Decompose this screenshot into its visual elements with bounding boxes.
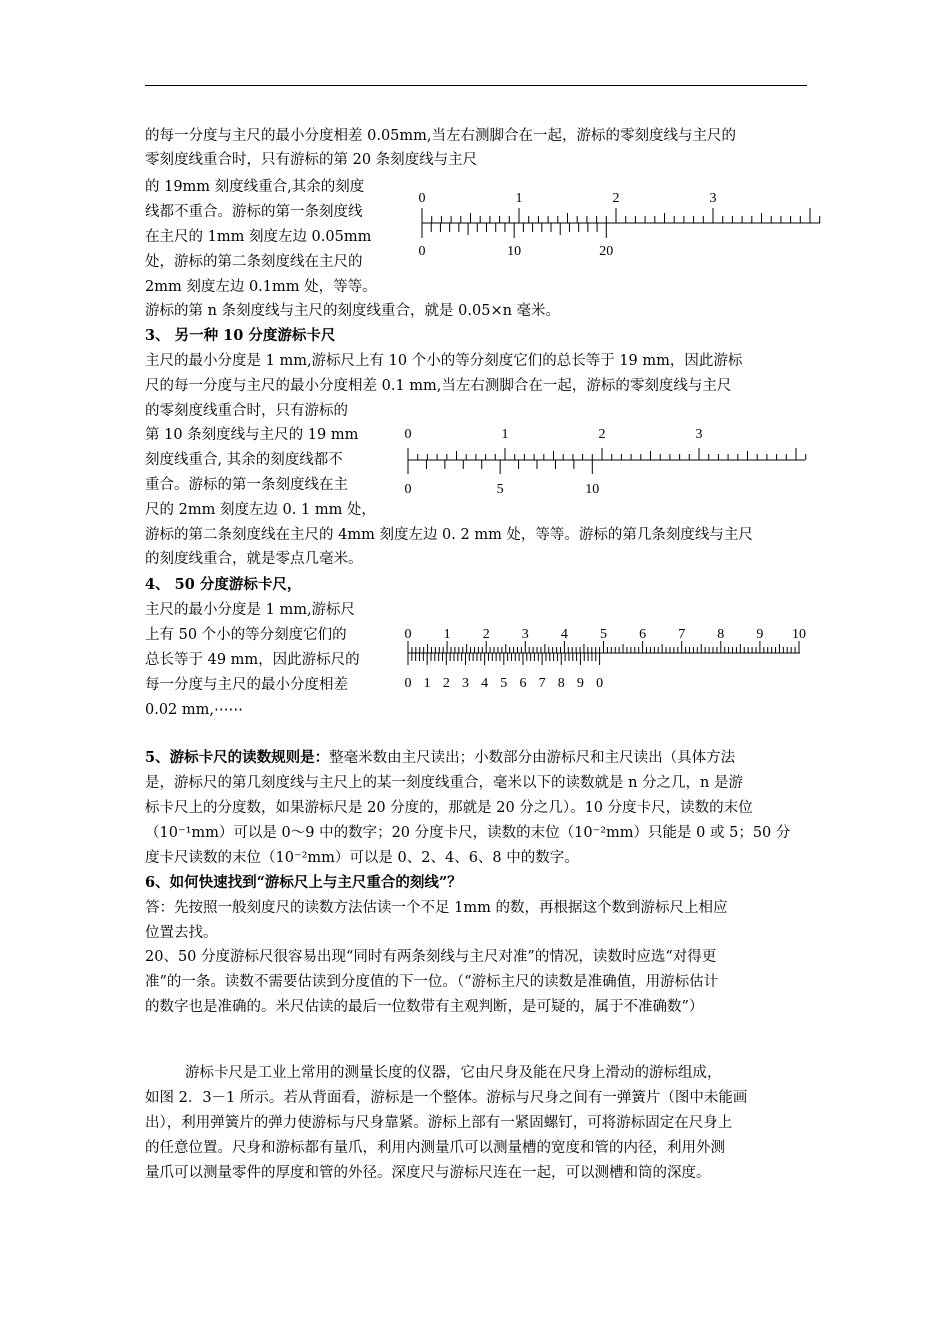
scale-label: 8: [557, 676, 565, 691]
text-line: 刻度线重合, 其余的刻度线都不: [145, 452, 343, 468]
text-line: 是，游标尺的第几刻度线与主尺上的某一刻度线重合，毫米以下的读数就是 n 分之几，n 是游: [145, 775, 744, 791]
scale-label: 3: [709, 191, 717, 206]
scale-label: 9: [756, 627, 764, 642]
text-line: 上有 50 个小的等分刻度它们的: [145, 627, 347, 643]
scale-label: 2: [442, 676, 450, 691]
scale-label: 1: [515, 191, 523, 206]
text-line: 度卡尺读数的末位（10⁻²mm）可以是 0、2、4、6、8 中的数字。: [145, 850, 579, 866]
scale-label: 7: [678, 627, 686, 642]
scale-label: 0: [404, 676, 412, 691]
text-line: 准”的一条。读数不需要估读到分度值的下一位。（“游标主尺的读数是准确值，用游标估计: [145, 974, 719, 990]
scale-label: 4: [560, 627, 568, 642]
text-line: 的数字也是准确的。米尺估读的最后一位数带有主观判断，是可疑的，属于不准确数”）: [145, 999, 704, 1015]
section-heading-4: 4、 50 分度游标卡尺，: [145, 576, 302, 593]
text-line: （10⁻¹mm）可以是 0～9 中的数字；20 分度卡尺，读数的末位（10⁻²mm）只能是 0 或 5；50 分: [145, 825, 791, 841]
scale-label: 3: [695, 427, 703, 442]
scale-label: 1: [501, 427, 509, 442]
text-line: 主尺的最小分度是 1 mm,游标尺: [145, 602, 356, 618]
scale-label: 5: [600, 627, 607, 642]
scale-label: 6: [519, 676, 527, 691]
scale-label: 1: [423, 676, 431, 691]
scale-label: 2: [598, 427, 606, 442]
scale-label: 5: [496, 482, 504, 497]
scale-label: 10: [585, 482, 600, 497]
vernier-20-figure: [405, 180, 825, 270]
text-line: 标卡尺上的分度数，如果游标尺是 20 分度的，那就是 20 分之几）。10 分度卡尺，读数的末位: [145, 800, 753, 816]
text-line: 在主尺的 1mm 刻度左边 0.05mm: [145, 229, 372, 245]
scale-label: 6: [639, 627, 647, 642]
text-line: 零刻度线重合时，只有游标的第 20 条刻度线与主尺: [145, 152, 478, 168]
text-span: 整毫米数由主尺读出；小数部分由游标尺和主尺读出（具体方法: [329, 750, 736, 766]
section-heading-3: 3、 另一种 10 分度游标卡尺: [145, 327, 336, 344]
paragraph-line: 游标卡尺是工业上常用的测量长度的仪器，它由尺身及能在尺身上滑动的游标组成，: [185, 1065, 722, 1081]
scale-label: 3: [461, 676, 469, 691]
scale-label: 9: [576, 676, 584, 691]
text-line: 位置去找。: [145, 925, 218, 941]
vernier-10-figure: [400, 420, 810, 500]
text-line: 的 19mm 刻度线重合,其余的刻度: [145, 179, 365, 195]
scale-label: 0: [404, 482, 412, 497]
paragraph-line: 的任意位置。尺身和游标都有量爪，利用内测量爪可以测量槽的宽度和管的内径，利用外测: [145, 1140, 725, 1156]
text-line: 重合。游标的第一条刻度线在主: [145, 477, 348, 493]
text-line: 尺的每一分度与主尺的最小分度相差 0.1 mm,当左右测脚合在一起，游标的零刻度线与主尺: [145, 378, 732, 394]
scale-label: 0: [418, 191, 426, 206]
text-line: 主尺的最小分度是 1 mm,游标尺上有 10 个小的等分刻度它们的总长等于 19 mm，因此游标: [145, 353, 743, 369]
scale-label: 10: [792, 627, 806, 642]
text-line-rule5: [145, 748, 735, 768]
scale-label: 0: [418, 244, 426, 259]
text-line: 游标的第二条刻度线在主尺的 4mm 刻度左边 0. 2 mm 处，等等。游标的第几条刻度线与主尺: [145, 527, 753, 543]
text-line: 第 10 条刻度线与主尺的 19 mm: [145, 427, 359, 443]
scale-label: 5: [500, 676, 508, 691]
vernier-50-figure: [400, 620, 810, 695]
section-heading-6: 6、如何快速找到“游标尺上与主尺重合的刻线”？: [145, 874, 462, 891]
text-line: 2mm 刻度左边 0.1mm 处，等等。: [145, 279, 377, 295]
scale-label: 1: [443, 627, 451, 642]
text-line: 线都不重合。游标的第一条刻度线: [145, 204, 363, 220]
section-heading-5: 5、游标卡尺的读数规则是：: [145, 749, 330, 766]
text-line: 每一分度与主尺的最小分度相差: [145, 677, 348, 693]
text-line: 答：先按照一般刻度尺的读数方法估读一个不足 1mm 的数，再根据这个数到游标尺上相应: [145, 900, 728, 916]
text-line: 尺的 2mm 刻度左边 0. 1 mm 处，: [145, 502, 376, 518]
scale-label: 20: [599, 244, 614, 259]
paragraph-line: 如图 2．3－1 所示。若从背面看，游标是一个整体。游标与尺身之间有一弹簧片（图中未能画: [145, 1090, 748, 1106]
text-line: 的零刻度线重合时，只有游标的: [145, 403, 348, 419]
text-line: 游标的第 n 条刻度线与主尺的刻度线重合，就是 0.05×n 毫米。: [145, 303, 561, 319]
text-line: 处，游标的第二条刻度线在主尺的: [145, 254, 363, 270]
text-line: 0.02 mm,⋯⋯: [145, 702, 244, 718]
scale-label: 8: [717, 627, 725, 642]
paragraph-line: 出），利用弹簧片的弹力使游标与尺身靠紧。游标上部有一紧固螺钉，可将游标固定在尺身上: [145, 1115, 733, 1131]
scale-label: 0: [404, 427, 412, 442]
scale-label: 10: [507, 244, 522, 259]
text-line: 的每一分度与主尺的最小分度相差 0.05mm,当左右测脚合在一起，游标的零刻度线与主尺的: [145, 128, 736, 144]
header-rule: [145, 85, 807, 86]
paragraph-line: 量爪可以测量零件的厚度和管的外径。深度尺与游标尺连在一起，可以测槽和筒的深度。: [145, 1165, 711, 1181]
scale-label: 0: [404, 627, 412, 642]
scale-label: 2: [482, 627, 490, 642]
scale-label: 7: [538, 676, 546, 691]
scale-label: 4: [481, 676, 489, 691]
text-line: 的刻度线重合，就是零点几毫米。: [145, 551, 363, 567]
text-line: 20、50 分度游标尺很容易出现“同时有两条刻线与主尺对准”的情况，读数时应选“对得更: [145, 949, 717, 965]
scale-label: 0: [596, 676, 604, 691]
scale-label: 2: [612, 191, 620, 206]
text-line: 总长等于 49 mm，因此游标尺的: [145, 652, 360, 668]
scale-label: 3: [521, 627, 529, 642]
